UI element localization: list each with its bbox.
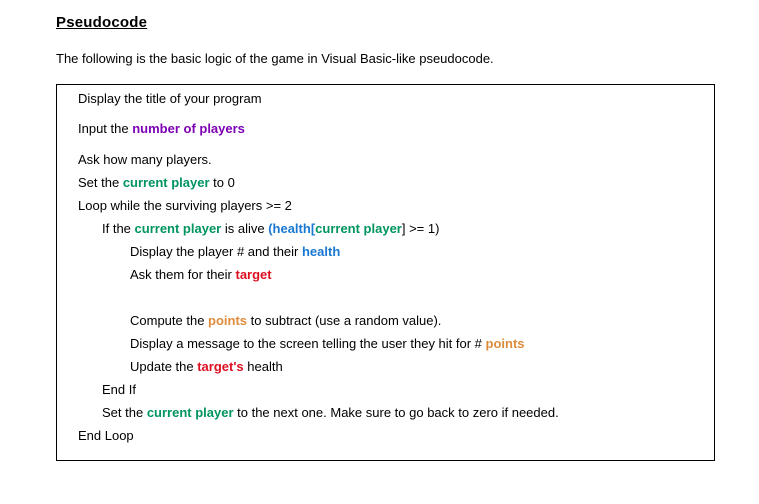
code-line	[78, 309, 704, 332]
code-line	[78, 194, 704, 217]
code-text: Display the player # and their	[130, 244, 302, 259]
code-keyword: current player	[122, 175, 210, 190]
code-keyword: target's	[197, 359, 244, 374]
code-text: Loop while the surviving players >= 2	[78, 198, 292, 213]
code-line	[78, 148, 704, 171]
code-text: If the	[102, 221, 135, 236]
blank-line	[78, 286, 704, 309]
code-keyword: target	[235, 267, 272, 282]
code-text: Compute the	[130, 313, 209, 328]
blank-line	[78, 140, 704, 148]
code-line	[78, 355, 704, 378]
pseudocode-box	[56, 84, 715, 461]
code-keyword: (health[	[268, 221, 316, 236]
code-line	[78, 424, 704, 447]
code-text: to the next one. Make sure to go back to zero if needed.	[233, 405, 559, 420]
code-text: ] >= 1)	[401, 221, 440, 236]
code-keyword: points	[208, 313, 248, 328]
code-line	[78, 378, 704, 401]
page-title: Pseudocode	[56, 14, 148, 31]
code-text: End Loop	[78, 428, 134, 443]
code-keyword: current player	[134, 221, 222, 236]
intro-text: The following is the basic logic of the game in Visual Basic-like pseudocode.	[56, 51, 494, 66]
code-line	[78, 263, 704, 286]
code-text: Display a message to the screen telling the user they hit for #	[130, 336, 486, 351]
code-keyword: points	[485, 336, 525, 351]
code-text: Set the	[102, 405, 147, 420]
code-text: Ask how many players.	[78, 152, 212, 167]
code-text: Display the title of your program	[78, 91, 262, 106]
code-text: Update the	[130, 359, 198, 374]
code-line	[78, 87, 704, 110]
code-line	[78, 171, 704, 194]
code-text: Ask them for their	[130, 267, 236, 282]
code-line	[78, 217, 704, 240]
code-keyword: number of players	[132, 121, 245, 136]
code-text: health	[243, 359, 283, 374]
code-line	[78, 117, 704, 140]
code-line	[78, 401, 704, 424]
code-text: End If	[102, 382, 136, 397]
code-text: Input the	[78, 121, 133, 136]
code-text: Set the	[78, 175, 123, 190]
code-line	[78, 332, 704, 355]
blank-line	[78, 110, 704, 117]
code-text: to subtract (use a random value).	[247, 313, 442, 328]
code-text: is alive	[221, 221, 269, 236]
code-keyword: current player	[146, 405, 234, 420]
code-keyword: current player	[315, 221, 402, 236]
code-line	[78, 240, 704, 263]
code-text: to 0	[209, 175, 235, 190]
code-keyword: health	[301, 244, 341, 259]
